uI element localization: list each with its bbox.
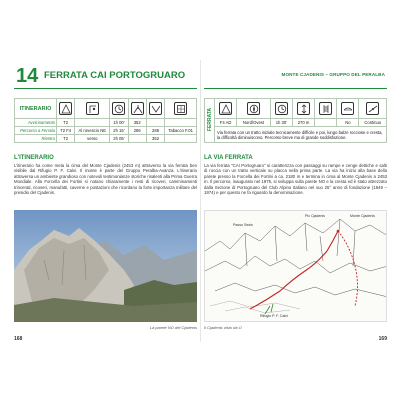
section-title: LA VIA FERRATA	[204, 155, 253, 161]
table-row: Avvicinamento T2 1h 00' 352	[15, 119, 197, 127]
body-text: La via ferrata "CAI Portogruaro" si caratterizza con passaggi su rampe e cenge dettiche e salti di roccia con un tratto verticale su placca nella prima parte. La via ha inizio alla base della parete presso la Forcella dei Fortini a ca. 2180 m e termina in cima al Monte Cjadenis a 2453 m. Il percorso, inaugurato nel 1975, si sviluppa sulla parete NO e la cresta ed è stato attrezzato dalla Sezione di Portogruaro del Club Alpino Italiano nel suo 25° anno di fondazione (1949 – 1974) e per questo ne fa riguardo la denominazione.	[204, 163, 387, 196]
ascent-icon	[131, 102, 144, 115]
ferrata-table	[204, 98, 387, 143]
ferrata-note: Via ferrata con un tratto iniziale tecnicamente difficile e poi, lungo balze rocciose e cresta, la difficoltà diminuiscono. Percorso breve ma di grande soddisfazione.	[215, 127, 387, 143]
gutter	[200, 60, 201, 342]
mountain-photo-image	[14, 210, 197, 322]
map-label-passo: Passo Sesis	[233, 223, 253, 227]
chapter-title: FERRATA CAI PORTOGRUARO	[44, 70, 186, 81]
exposure-icon	[86, 102, 99, 115]
route-sketch	[204, 210, 387, 322]
map-label-peak: Pic Cjadenis	[305, 214, 325, 218]
map-caption: Il Cjadenis visto da O	[204, 325, 242, 330]
body-text: L'itinerario ha come meta la cima del Monte Cjadenis (2453 m) attraverso la via ferrata ben visibile dal Rifugio P. F. Calvi. Il monte è parte del Gruppo Peralba-Avanza. L'itinerario attraversa un ambiente grandioso con notevoli testimonianze storiche risalenti alla Prima Guerra Mondiale. Alla Forcella dei Fortini si notano chiaramente i resti di ricoveri, camminamenti trincerati, ricoveri, manufatti, caverne e postazioni che ricordano la forte importanza militare del presidio del Cjadenis.	[14, 163, 197, 196]
section-title: L'ITINERARIO	[14, 155, 54, 161]
table-row: Percorso a Ferrata T2 F4 Al rovescio NE 2h 15' 286 286 Tabacco F.01	[15, 127, 197, 135]
itinerary-table	[14, 98, 197, 143]
table-row: Rientro T2 verso 2h 05' 352	[15, 135, 197, 143]
bridge-icon	[341, 102, 354, 115]
descent-icon	[149, 102, 162, 115]
page-number: 168	[14, 336, 23, 342]
time-icon	[112, 102, 125, 115]
difficulty-icon	[59, 102, 72, 115]
route-sketch-drawing	[205, 211, 387, 322]
height-icon	[297, 102, 310, 115]
left-page	[14, 60, 197, 342]
summit-marker	[337, 230, 340, 233]
compass-icon	[247, 102, 260, 115]
book-spread	[14, 60, 386, 342]
cable-icon	[366, 102, 379, 115]
itinerary-label: ITINERARIO	[15, 99, 57, 119]
time-icon	[275, 102, 288, 115]
header-rule	[14, 88, 197, 89]
page-number: 169	[378, 336, 387, 342]
table-row	[205, 127, 387, 143]
difficulty-icon	[219, 102, 232, 115]
header-rule	[204, 88, 387, 89]
ladder-icon	[319, 102, 332, 115]
running-head: MONTE CJADENIS – GRUPPO DEL PERALBA	[281, 72, 385, 77]
right-page	[204, 60, 387, 342]
route-line	[250, 231, 338, 309]
map-label-monte: Monte Cjadenis	[350, 214, 375, 218]
map-label-start: Rifugio P. F. Calvi	[260, 314, 288, 318]
table-row: F4 AD Nord/Ovest 1h 30' 270 m No Continuo	[205, 119, 387, 127]
chapter-number: 14	[16, 65, 39, 87]
mountain-photo	[14, 210, 197, 322]
photo-caption: La parete NO del Cjadenis	[149, 325, 197, 330]
map-icon	[174, 102, 187, 115]
ferrata-label: FERRATA	[206, 108, 213, 132]
